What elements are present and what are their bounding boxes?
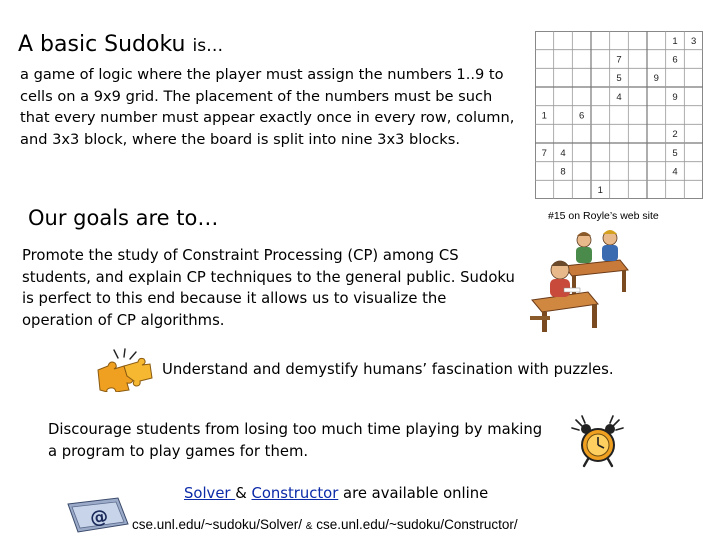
classroom-clipart-icon: [524, 226, 636, 334]
sudoku-cell-value: 6: [579, 110, 585, 122]
sudoku-cell-value: 9: [672, 91, 678, 103]
sudoku-cell-value: 4: [560, 147, 566, 159]
email-at-icon: [66, 494, 130, 536]
solver-url[interactable]: cse.unl.edu/~sudoku/Solver/: [132, 517, 302, 532]
sudoku-cell-value: 7: [616, 54, 622, 66]
goal-discourage: Discourage students from losing too much time playing by making a program to play games for them.: [48, 421, 543, 460]
title-suffix: is…: [192, 36, 224, 56]
royle-caption: #15 on Royle’s web site: [548, 210, 659, 222]
sudoku-cell-value: 5: [672, 147, 678, 159]
svg-text:@: @: [88, 505, 110, 530]
slide-title: [18, 32, 223, 57]
sudoku-cell-value: 2: [672, 129, 678, 141]
solver-link[interactable]: Solver: [184, 485, 236, 502]
sudoku-cell-value: 3: [691, 35, 697, 47]
sudoku-cell-value: 7: [541, 147, 547, 159]
intro-text: a game of logic where the player must assign the numbers 1..9 to cells on a 9x9 grid. The placement of the numbers must be such that every number must appear exactly once in every row, column, and 3x3 block, where the board is split into nine 3x3 blocks.: [20, 66, 515, 148]
constructor-url[interactable]: cse.unl.edu/~sudoku/Constructor/: [316, 517, 518, 532]
goal-promote-cp: Promote the study of Constraint Processing (CP) among CS students, and explain CP techniques to the general public. Sudoku is perfect to this end because it allows us to visualize the operation of CP algorithms.: [22, 247, 515, 329]
constructor-link[interactable]: Constructor: [251, 485, 339, 502]
goal-demystify: Understand and demystify humans’ fascination with puzzles.: [162, 361, 614, 378]
sudoku-cell-value: 8: [560, 166, 566, 178]
sudoku-cell-value: 5: [616, 73, 622, 85]
sudoku-cell-value: 9: [653, 73, 659, 85]
availability-amp: &: [235, 485, 247, 502]
sudoku-cell-value: 4: [672, 166, 678, 178]
sudoku-cell-value: 1: [541, 110, 547, 122]
alarm-clock-icon: [570, 414, 626, 470]
url-line: [132, 517, 518, 532]
puzzle-pieces-icon: [94, 348, 154, 392]
url-amp: &: [305, 521, 313, 532]
sudoku-cell-value: 6: [672, 54, 678, 66]
sudoku-cell-value: 4: [616, 91, 622, 103]
sudoku-board-image: [535, 31, 703, 199]
availability-line: [184, 485, 488, 502]
goals-heading: Our goals are to…: [28, 206, 219, 230]
sudoku-cell-value: 1: [672, 35, 678, 47]
title-main: A basic Sudoku: [18, 32, 186, 57]
availability-rest: are available online: [338, 485, 489, 502]
sudoku-cell-value: 1: [597, 185, 603, 197]
